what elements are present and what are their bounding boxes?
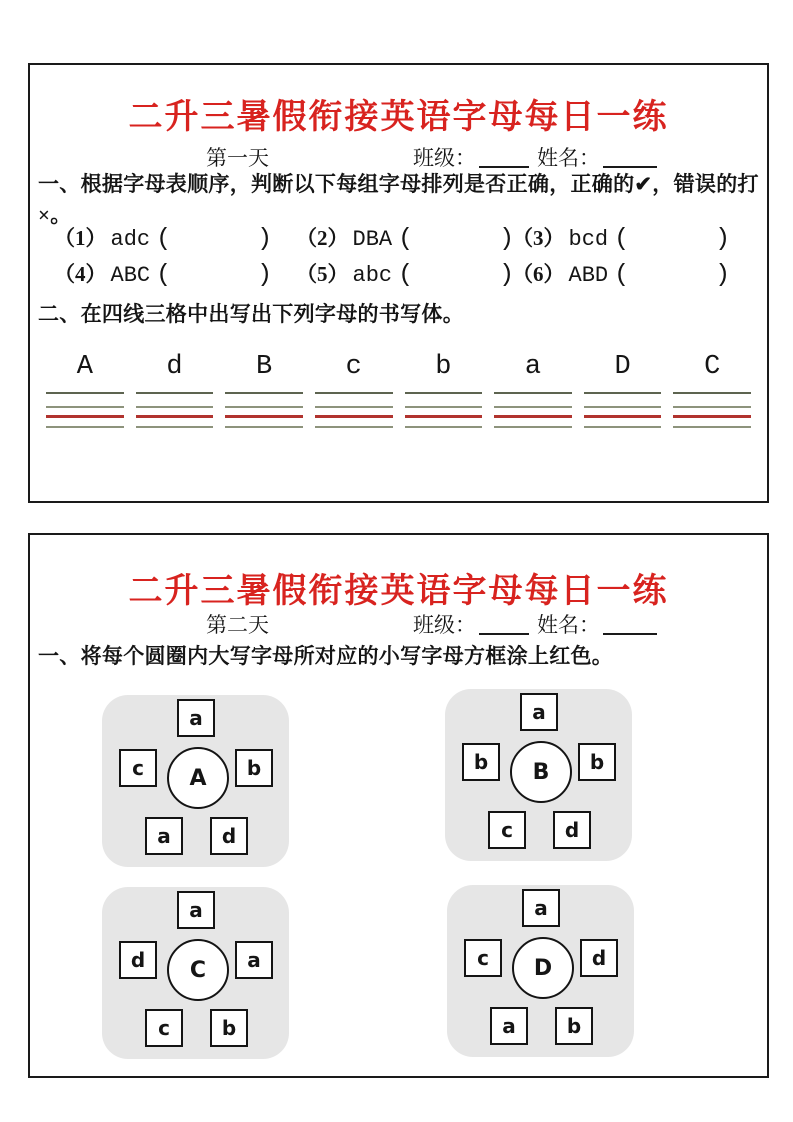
item-number: （5）	[296, 262, 349, 286]
name-label: 姓名：	[537, 613, 600, 637]
letter-group-card-B	[445, 689, 632, 861]
writing-grid-segment[interactable]	[673, 392, 751, 429]
worksheet-title: 二升三暑假衔接英语字母每日一练	[128, 99, 669, 136]
letter-box[interactable]: b	[235, 749, 273, 787]
writing-grid-segment[interactable]	[225, 392, 303, 429]
practice-letters-row	[46, 352, 751, 382]
letter-box[interactable]: b	[578, 743, 616, 781]
item-letters: ABD	[568, 263, 609, 288]
item-letters: adc	[110, 227, 151, 252]
letter-box[interactable]: a	[177, 891, 215, 929]
worksheet-page-day1	[28, 63, 769, 503]
letter-group-card-D	[447, 885, 634, 1057]
letter-box[interactable]: d	[553, 811, 591, 849]
answer-paren-open: (	[614, 260, 630, 289]
item-letters: bcd	[568, 227, 609, 252]
answer-paren-close: )	[715, 224, 731, 253]
name-label: 姓名：	[537, 146, 600, 170]
letter-group-card-C	[102, 887, 289, 1059]
question1-heading: 一、根据字母表顺序，判断以下每组字母排列是否正确，正确的✔，错误的打×。	[38, 172, 759, 227]
answer-blank[interactable]	[171, 271, 257, 281]
practice-letter: a	[524, 352, 542, 382]
class-label: 班级：	[413, 146, 476, 170]
letter-box[interactable]: a	[522, 889, 560, 927]
item-number: （1）	[54, 226, 107, 250]
judge-item-6	[512, 258, 730, 289]
answer-paren-close: )	[257, 224, 273, 253]
letter-box[interactable]: a	[145, 817, 183, 855]
judge-item-4	[54, 258, 272, 289]
answer-paren-open: (	[398, 224, 414, 253]
writing-grid-segment[interactable]	[584, 392, 662, 429]
center-letter-circle: C	[167, 939, 229, 1001]
practice-letter: D	[614, 352, 631, 382]
center-letter-circle: D	[512, 937, 574, 999]
center-letter-circle: B	[510, 741, 572, 803]
class-blank-line[interactable]	[479, 609, 529, 635]
name-blank-line[interactable]	[603, 142, 657, 168]
writing-grid-segment[interactable]	[46, 392, 124, 429]
writing-grid-segment[interactable]	[405, 392, 483, 429]
practice-letter: B	[255, 352, 273, 382]
practice-letter: c	[345, 352, 362, 382]
answer-paren-close: )	[499, 224, 515, 253]
letter-box[interactable]: b	[210, 1009, 248, 1047]
letter-box[interactable]: a	[235, 941, 273, 979]
class-blank-line[interactable]	[479, 142, 529, 168]
practice-letter: b	[435, 352, 452, 382]
judge-item-5	[296, 258, 514, 289]
item-letters: DBA	[352, 227, 393, 252]
answer-paren-open: (	[398, 260, 414, 289]
item-letters: abc	[352, 263, 393, 288]
letter-box[interactable]: a	[490, 1007, 528, 1045]
answer-blank[interactable]	[629, 271, 715, 281]
writing-grid-segment[interactable]	[315, 392, 393, 429]
center-letter-circle: A	[167, 747, 229, 809]
answer-paren-open: (	[614, 224, 630, 253]
letter-box[interactable]: d	[580, 939, 618, 977]
letter-box[interactable]: c	[488, 811, 526, 849]
practice-letter: d	[166, 352, 183, 382]
judge-item-2	[296, 222, 514, 253]
answer-paren-close: )	[257, 260, 273, 289]
worksheet-page-day2	[28, 533, 769, 1078]
practice-letter: A	[76, 352, 93, 382]
judge-item-3	[512, 222, 730, 253]
item-number: （3）	[512, 226, 565, 250]
answer-paren-close: )	[715, 260, 731, 289]
practice-letter: C	[704, 352, 721, 382]
answer-paren-open: (	[156, 260, 172, 289]
letter-box[interactable]: a	[177, 699, 215, 737]
item-letters: ABC	[110, 263, 151, 288]
letter-box[interactable]: d	[210, 817, 248, 855]
letter-box[interactable]: a	[520, 693, 558, 731]
day-label: 第二天	[206, 613, 269, 637]
question1-heading: 一、将每个圆圈内大写字母所对应的小写字母方框涂上红色。	[38, 644, 614, 668]
item-number: （4）	[54, 262, 107, 286]
four-line-writing-grid	[46, 392, 751, 429]
answer-paren-open: (	[156, 224, 172, 253]
name-blank-line[interactable]	[603, 609, 657, 635]
judge-item-1	[54, 222, 272, 253]
answer-blank[interactable]	[629, 235, 715, 245]
letter-box[interactable]: b	[555, 1007, 593, 1045]
letter-box[interactable]: c	[145, 1009, 183, 1047]
letter-box[interactable]: d	[119, 941, 157, 979]
day-label: 第一天	[206, 146, 269, 170]
letter-box[interactable]: c	[464, 939, 502, 977]
question2-heading: 二、在四线三格中出写出下列字母的书写体。	[38, 302, 464, 326]
class-label: 班级：	[413, 613, 476, 637]
answer-paren-close: )	[499, 260, 515, 289]
worksheet-title: 二升三暑假衔接英语字母每日一练	[128, 573, 669, 610]
answer-blank[interactable]	[171, 235, 257, 245]
item-number: （6）	[512, 262, 565, 286]
letter-group-card-A	[102, 695, 289, 867]
writing-grid-segment[interactable]	[136, 392, 214, 429]
letter-box[interactable]: b	[462, 743, 500, 781]
letter-box[interactable]: c	[119, 749, 157, 787]
answer-blank[interactable]	[413, 235, 499, 245]
answer-blank[interactable]	[413, 271, 499, 281]
writing-grid-segment[interactable]	[494, 392, 572, 429]
item-number: （2）	[296, 226, 349, 250]
